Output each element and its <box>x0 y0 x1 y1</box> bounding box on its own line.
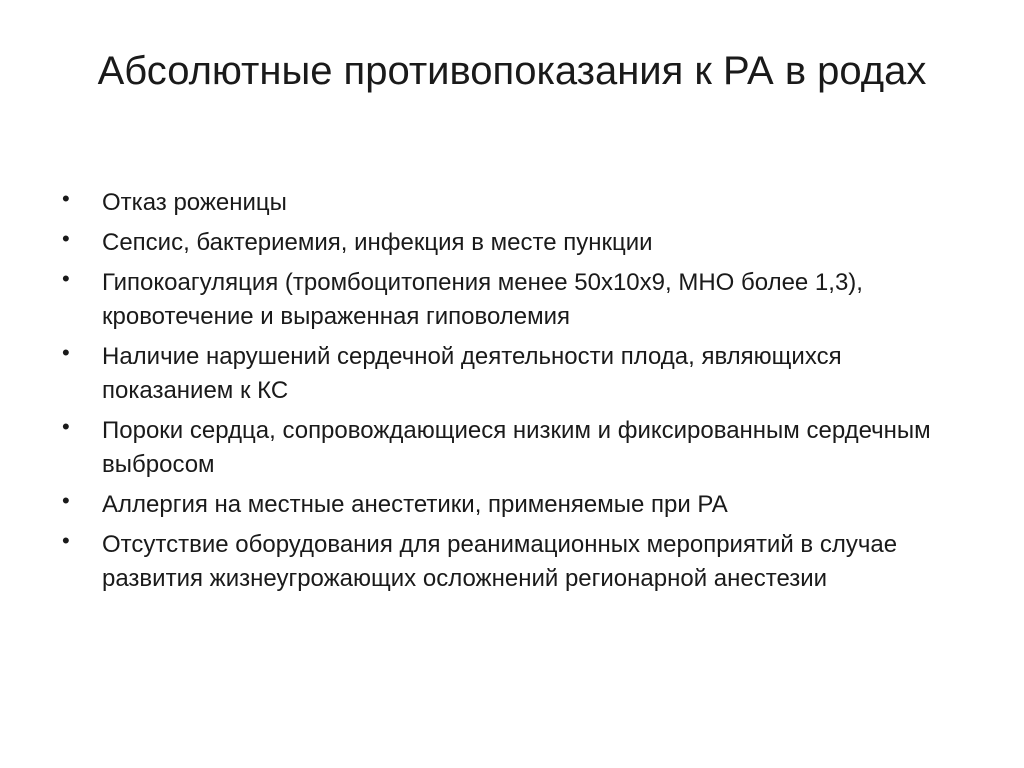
bullet-text: Гипокоагуляция (тромбоцитопения менее 50х10х9, МНО более 1,3), кровотечение и выраженная гиповолемия <box>102 269 863 330</box>
bullet-item-hypocoagulation <box>60 266 960 334</box>
bullet-dot-icon: • <box>62 528 70 553</box>
bullet-text: Отказ роженицы <box>102 189 287 216</box>
bullet-item-refusal <box>60 186 960 220</box>
bullet-item-allergy <box>60 488 960 522</box>
bullet-dot-icon: • <box>62 266 70 291</box>
bullet-list <box>60 186 960 602</box>
bullet-item-heart-defects <box>60 414 960 482</box>
bullet-dot-icon: • <box>62 414 70 439</box>
slide-title: Абсолютные противопоказания к РА в родах <box>97 49 927 93</box>
bullet-dot-icon: • <box>62 186 70 211</box>
bullet-item-fetal-heart <box>60 340 960 408</box>
bullet-dot-icon: • <box>62 488 70 513</box>
bullet-item-sepsis <box>60 226 960 260</box>
bullet-text: Пороки сердца, сопровождающиеся низким и фиксированным сердечным выбросом <box>102 417 931 478</box>
bullet-item-equipment <box>60 528 960 596</box>
bullet-text: Аллергия на местные анестетики, применяемые при РА <box>102 491 728 518</box>
bullet-text: Наличие нарушений сердечной деятельности плода, являющихся показанием к КС <box>102 343 842 404</box>
bullet-text: Сепсис, бактериемия, инфекция в месте пункции <box>102 229 653 256</box>
bullet-text: Отсутствие оборудования для реанимационных мероприятий в случае развития жизнеугрожающих осложнений регионарной анестезии <box>102 531 898 592</box>
bullet-dot-icon: • <box>62 226 70 251</box>
bullet-dot-icon: • <box>62 340 70 365</box>
